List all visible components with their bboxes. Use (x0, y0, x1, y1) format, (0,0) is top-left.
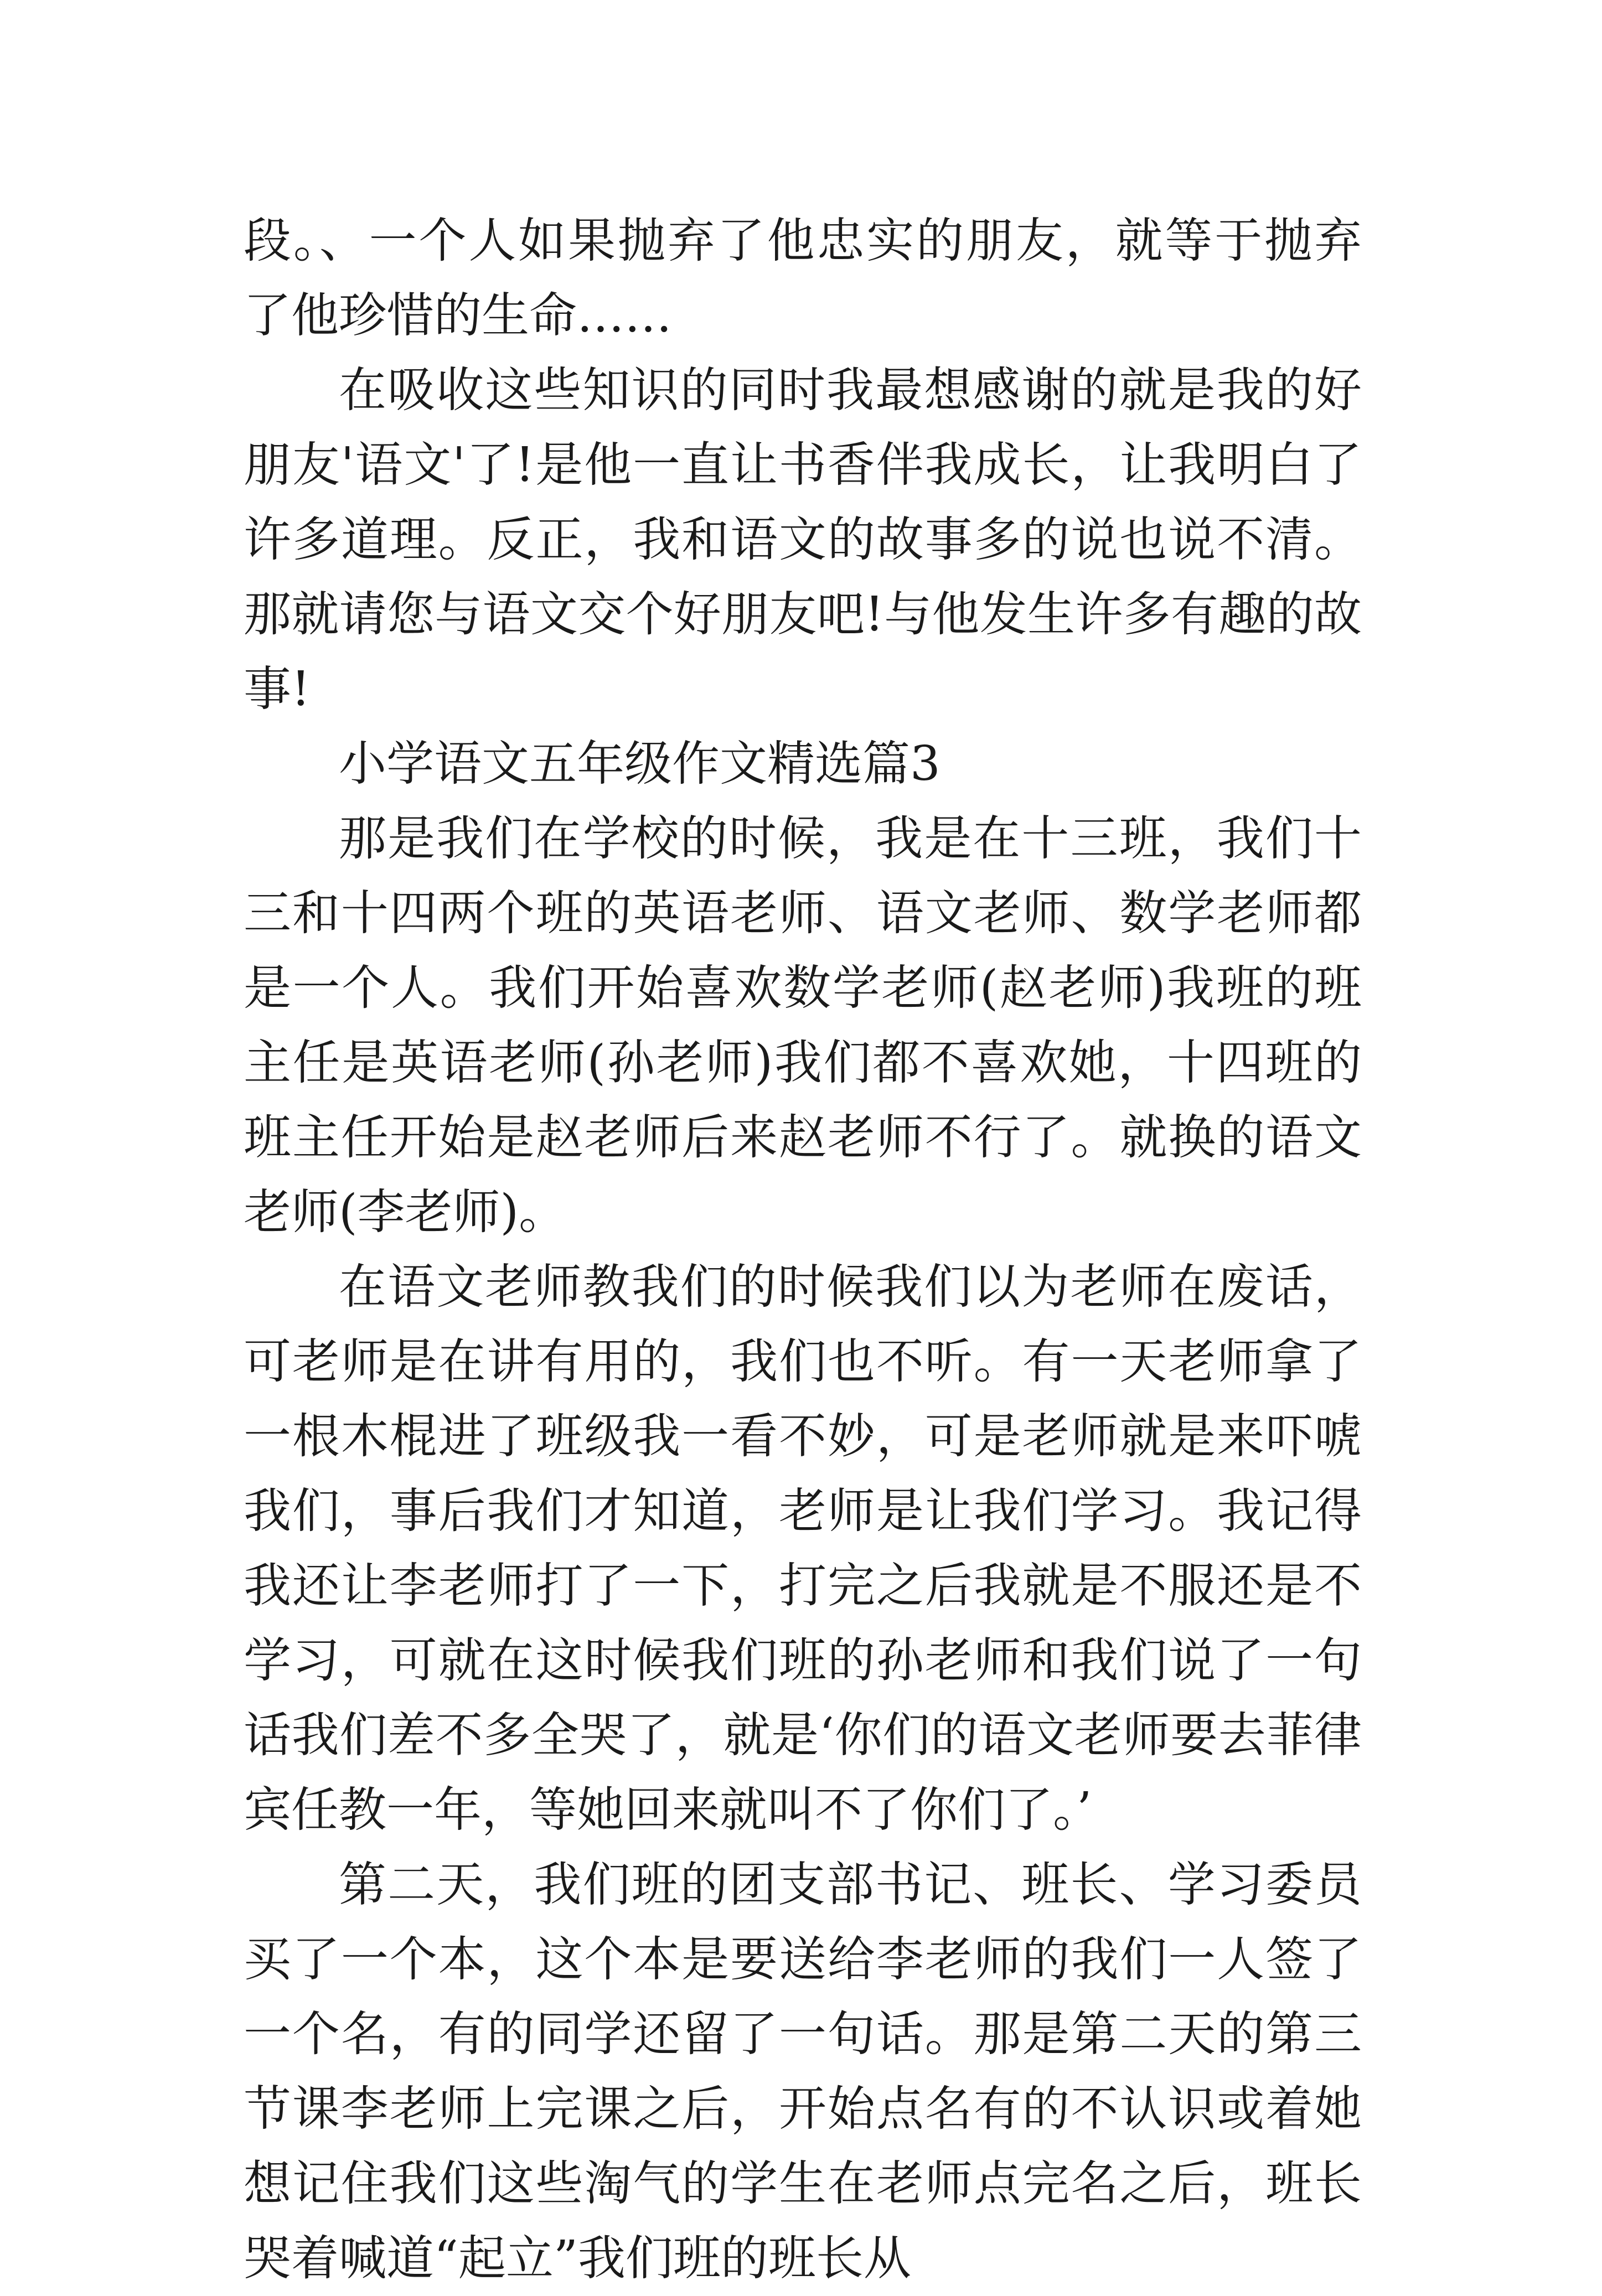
paragraph-2: 在吸收这些知识的同时我最想感谢的就是我的好朋友'语文'了!是他一直让书香伴我成长，让我明白了许多道理。反正，我和语文的故事多的说也说不清。那就请您与语文交个好朋友吧!与他发生许多有趣的故事! (244, 363, 1362, 717)
paragraph-1: 段。、一个人如果抛弃了他忠实的朋友，就等于抛弃了他珍惜的生命…… (244, 213, 1362, 343)
paragraph-5: 第二天，我们班的团支部书记、班长、学习委员买了一个本，这个本是要送给李老师的我们一人签了一个名，有的同学还留了一句话。那是第二天的第三节课李老师上完课之后，开始点名有的不认识或着她想记住我们这些淘气的学生在老师点完名之后，班长哭着喊道“起立”我们班的班长从 (244, 1857, 1362, 2286)
paragraph-4: 在语文老师教我们的时候我们以为老师在废话，可老师是在讲有用的，我们也不听。有一天老师拿了一根木棍进了班级我一看不妙，可是老师就是来吓唬我们，事后我们才知道，老师是让我们学习。我记得我还让李老师打了一下，打完之后我就是不服还是不学习，可就在这时候我们班的孙老师和我们说了一句话我们差不多全哭了，就是‘你们的语文老师要去菲律宾任教一年，等她回来就叫不了你们了。’ (244, 1259, 1362, 1838)
document-body (244, 204, 1362, 2296)
section-heading: 小学语文五年级作文精选篇3 (339, 736, 940, 792)
paragraph-3: 那是我们在学校的时候，我是在十三班，我们十三和十四两个班的英语老师、语文老师、数学老师都是一个人。我们开始喜欢数学老师(赵老师)我班的班主任是英语老师(孙老师)我们都不喜欢她，十四班的班主任开始是赵老师后来赵老师不行了。就换的语文老师(李老师)。 (244, 811, 1362, 1240)
